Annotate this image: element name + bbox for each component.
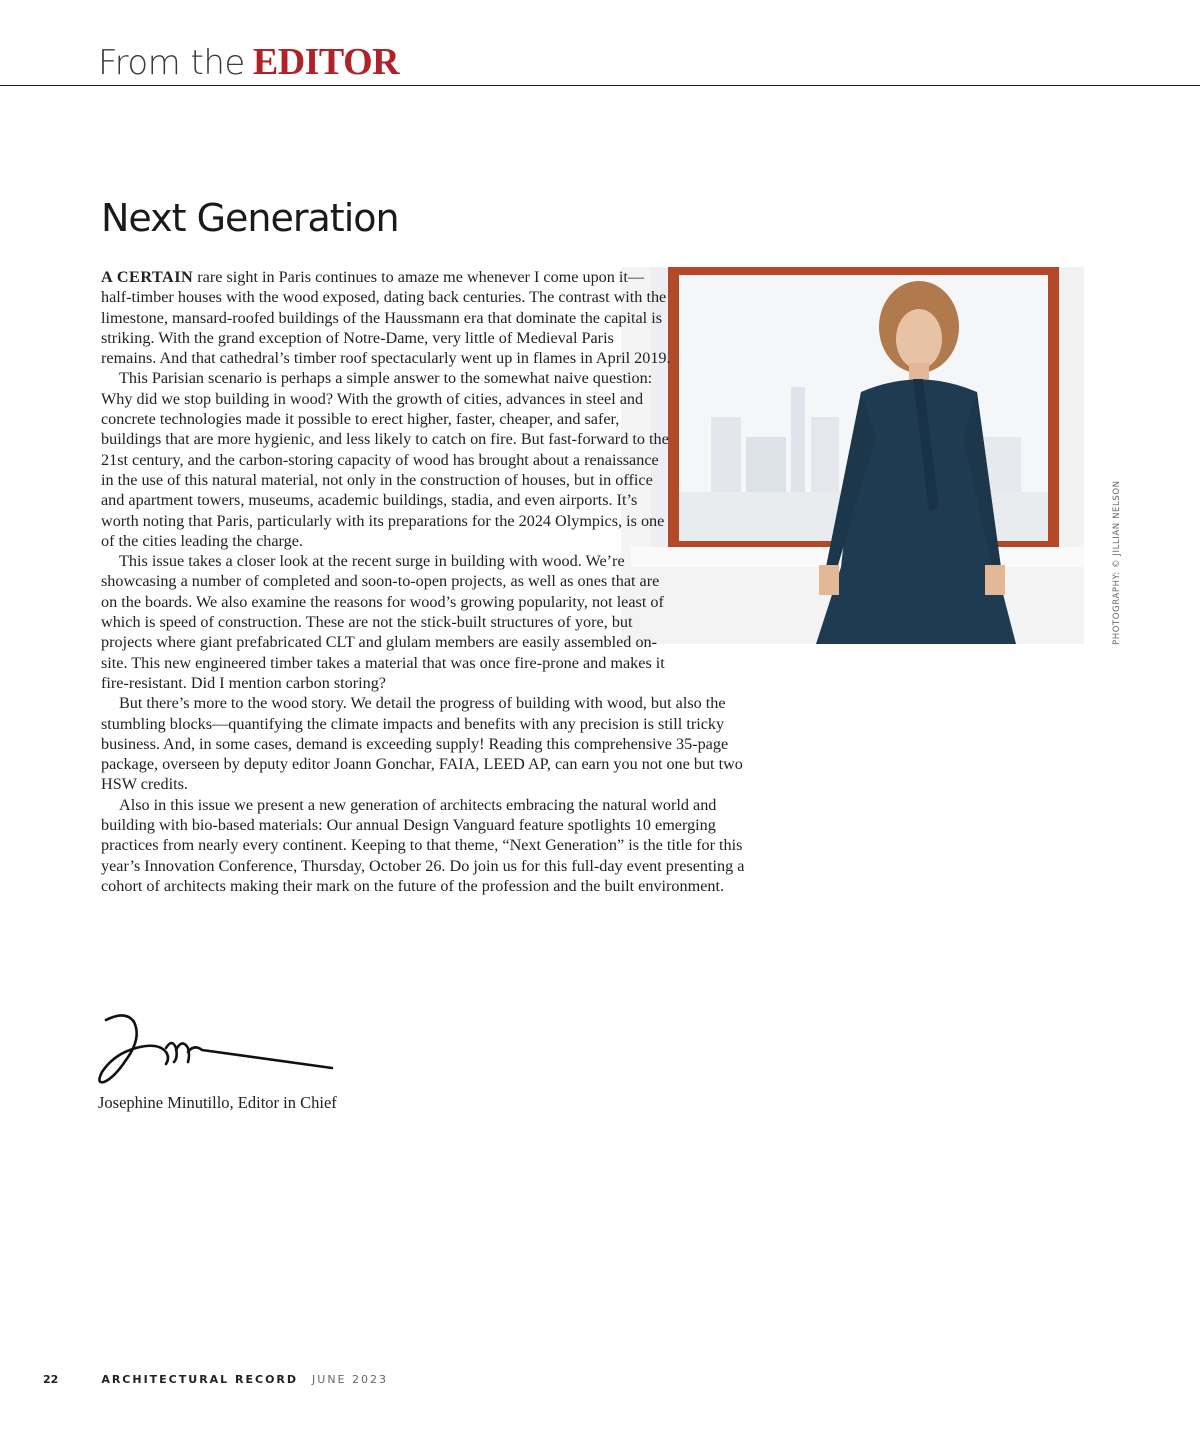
photo-credit: PHOTOGRAPHY: © JILLIAN NELSON — [1112, 480, 1122, 645]
magazine-name: ARCHITECTURAL RECORD — [101, 1373, 299, 1386]
paragraph-3: This issue takes a closer look at the recent surge in building with wood. We’re showcasing a number of completed and soon-to-open projects, as well as ones that are on the boards. We also examine the reasons for wood’s growing popularity, not least of which is speed of construction. These are not the stick-built structures of yore, but projects where giant prefabricated CLT and glulam members are easily assembled on-site. This new engineered timber takes a material that was once fire-prone and makes it fire-resistant. Did I mention carbon storing? — [101, 552, 665, 692]
issue-date: JUNE 2023 — [312, 1373, 388, 1386]
page-footer — [43, 1373, 388, 1386]
page-number: 22 — [43, 1373, 59, 1386]
photo-wrap-spacer — [673, 267, 773, 665]
section-header-editor: EDITOR — [252, 41, 400, 83]
paragraph-4: But there’s more to the wood story. We detail the progress of building with wood, but also the stumbling blocks—quantifying the climate impacts and benefits with any precision is still tricky business. And, in some cases, demand is exceeding supply! Reading this comprehensive 35-page package, overseen by deputy editor Joann Gonchar, FAIA, LEED AP, can earn you not one but two HSW credits. — [101, 694, 743, 794]
editor-signoff: Josephine Minutillo, Editor in Chief — [98, 1093, 337, 1112]
section-header — [98, 40, 399, 84]
section-header-prefix: From the — [98, 43, 245, 83]
paragraph-2: This Parisian scenario is perhaps a simple answer to the somewhat naive question: Why did we stop building in wood? With the growth of cities, advances in steel and concrete technologies made it possible to erect higher, faster, cheaper, and safer, buildings that are more hygienic, and less likely to catch on fire. But fast-forward to the 21st century, and the carbon-storing capacity of wood has brought about a renaissance in the use of this natural material, not only in the construction of houses, but in office and apartment towers, museums, academic buildings, stadia, and even airports. It’s worth noting that Paris, particularly with its preparations for the 2024 Olympics, is one of the cities leading the charge. — [101, 369, 669, 550]
article-body — [101, 267, 773, 896]
paragraph-5: Also in this issue we present a new generation of architects embracing the natural world and building with bio-based materials: Our annual Design Vanguard feature spotlights 10 emerging practices from nearly every continent. Keeping to that theme, “Next Generation” is the title for this year’s Innovation Conference, Thursday, October 26. Do join us for this full-day event presenting a cohort of architects making their mark on the future of the profession and the built environment. — [101, 795, 745, 895]
editor-signature — [96, 1008, 336, 1090]
article-title: Next Generation — [101, 196, 399, 240]
paragraph-1-text: rare sight in Paris continues to amaze me whenever I come upon it—half-timber houses with the wood exposed, dating back centuries. The contrast with the limestone, mansard-roofed buildings of the Haussmann era that dominate the capital is striking. With the grand exception of Notre-Dame, very little of Medieval Paris remains. And that cathedral’s timber roof spectacularly went up in flames in April 2019. — [101, 268, 671, 368]
lead-in: A CERTAIN — [101, 268, 194, 286]
header-rule — [0, 85, 1200, 86]
